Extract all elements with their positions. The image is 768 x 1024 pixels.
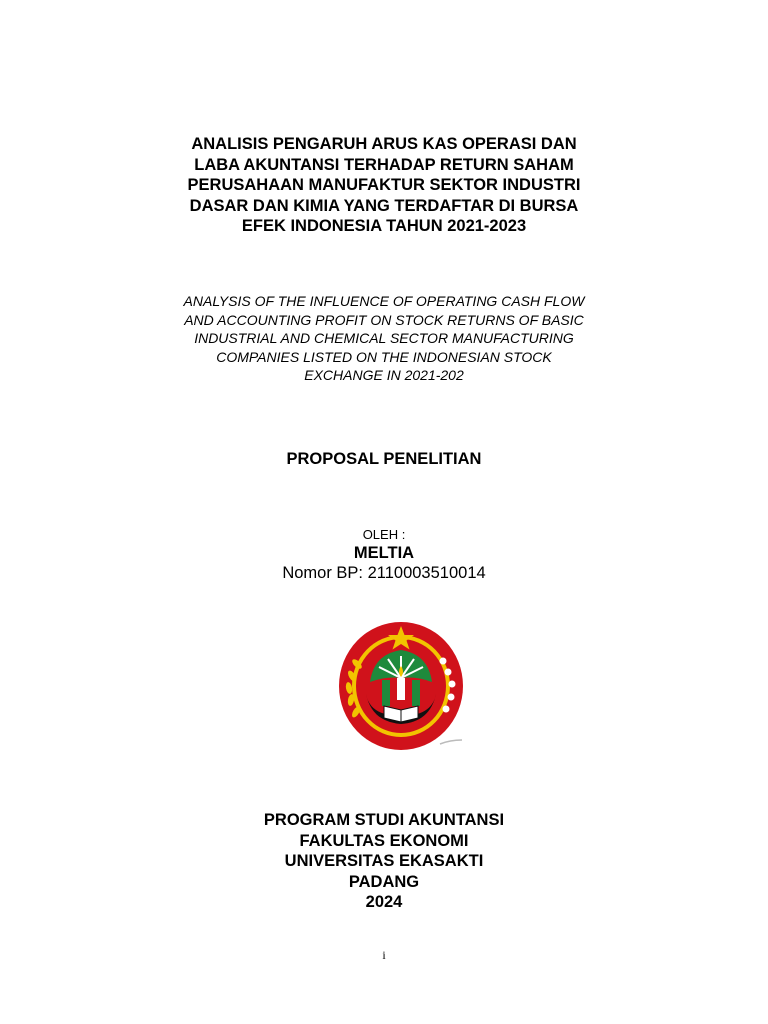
document-type: PROPOSAL PENELITIAN [286,450,482,468]
institution-block [0,810,768,913]
university-name: UNIVERSITAS EKASAKTI [284,852,484,870]
title-id-line: DASAR DAN KIMIA YANG TERDAFTAR DI BURSA [189,196,579,215]
program-name: PROGRAM STUDI AKUNTANSI [263,811,505,829]
city-name: PADANG [348,872,420,891]
pillar-left [382,680,390,706]
year: 2024 [365,893,403,911]
title-id-line: EFEK INDONESIA TAHUN 2021-2023 [241,217,527,235]
university-emblem-icon [336,620,466,755]
faculty-name: FAKULTAS EKONOMI [299,831,469,850]
emblem-svg [336,620,466,755]
pillar-right [412,680,420,706]
student-id: Nomor BP: 2110003510014 [282,564,486,582]
title-en-line: EXCHANGE IN 2021-202 [304,367,464,383]
title-en-line: INDUSTRIAL AND CHEMICAL SECTOR MANUFACTURING [194,330,574,346]
emblem-tail [440,740,462,744]
title-id-line: PERUSAHAAN MANUFAKTUR SEKTOR INDUSTRI [187,176,581,194]
title-id-line: ANALISIS PENGARUH ARUS KAS OPERASI DAN [191,135,577,153]
page-number: i [382,948,386,962]
title-en-line: AND ACCOUNTING PROFIT ON STOCK RETURNS OF BASIC [184,311,584,328]
title-english [0,292,768,385]
author-name: MELTIA [353,544,415,562]
title-id-line: LABA AKUNTANSI TERHADAP RETURN SAHAM [194,155,574,174]
candle-icon [397,678,405,700]
title-en-line: ANALYSIS OF THE INFLUENCE OF OPERATING CASH FLOW [183,293,585,309]
title-indonesian [0,134,768,237]
title-en-line: COMPANIES LISTED ON THE INDONESIAN STOCK [216,348,552,365]
by-label: OLEH : [362,527,406,542]
